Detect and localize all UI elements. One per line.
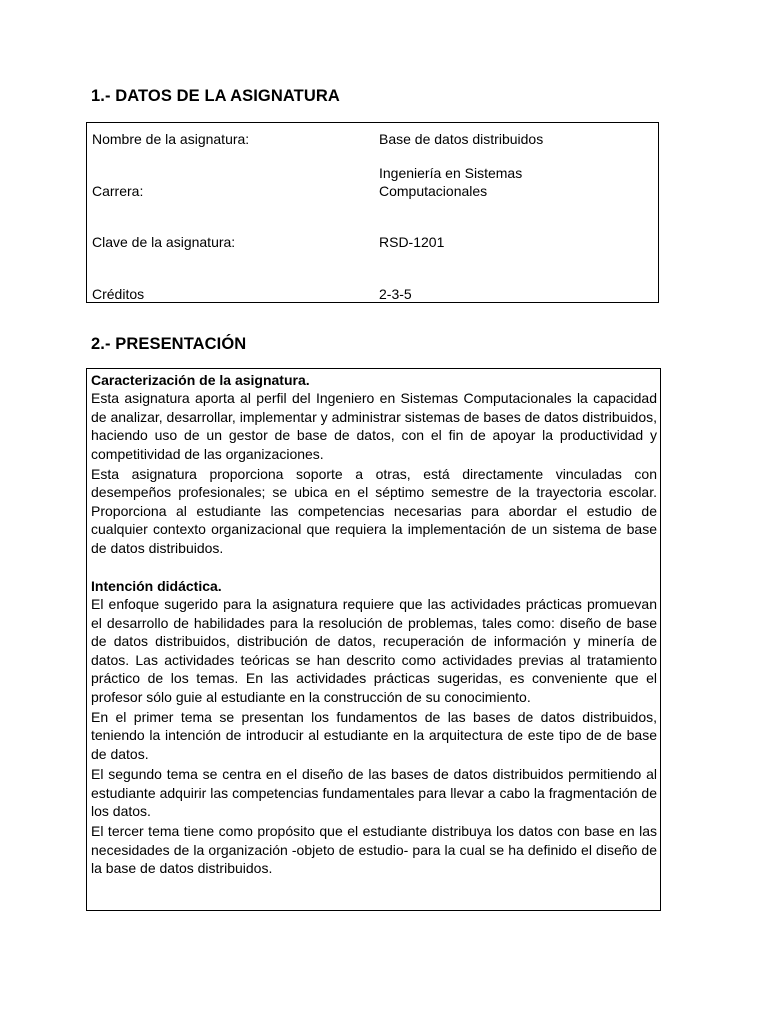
course-name-value: Base de datos distribuidos — [379, 131, 544, 147]
intencion-paragraph-3: El segundo tema se centra en el diseño de las bases de datos distribuidos permitiendo al estudiante adquirir las competencias fundamentales para llevar a cabo la fragmentación de los datos. — [91, 766, 657, 819]
career-value-line2: Computacionales — [379, 183, 488, 199]
intencion-paragraph-1: El enfoque sugerido para la asignatura requiere que las actividades prácticas promuevan el desarrollo de habilidades para la resolución de problemas, tales como: diseño de base de datos distribuidos, distribución de datos, recuperación de información y minería de datos. Las actividades teóricas se han descrito como actividades previas al tratamiento práctico de los temas. En las actividades prácticas sugeridas, es conveniente que el profesor sólo guie al estudiante en la construcción de su conocimiento. — [91, 596, 657, 705]
course-data-table — [86, 122, 659, 303]
section-title-datos-asignatura: 1.- DATOS DE LA ASIGNATURA — [91, 87, 340, 105]
course-code-label: Clave de la asignatura: — [92, 234, 236, 250]
intencion-paragraph-4: El tercer tema tiene como propósito que el estudiante distribuya los datos con base en las necesidades de la organización -objeto de estudio- para la cual se ha definido el diseño de la base de datos distribuidos. — [91, 823, 657, 877]
intencion-heading: Intención didáctica. — [91, 578, 222, 595]
caracterizacion-heading: Caracterización de la asignatura. — [91, 372, 310, 388]
presentation-box — [86, 368, 661, 911]
section-title-presentacion: 2.- PRESENTACIÓN — [91, 335, 247, 353]
caracterizacion-paragraph-2: Esta asignatura proporciona soporte a otras, está directamente vinculadas con desempeños profesionales; se ubica en el séptimo semestre de la trayectoria escolar. Proporciona al estudiante las competencias necesarias para abordar el estudio de cualquier contexto organizacional que requiera la implementación de un sistema de base de datos distribuidos. — [91, 466, 657, 556]
intencion-paragraph-2: En el primer tema se presentan los fundamentos de las bases de datos distribuidos, teniendo la intención de introducir al estudiante en la arquitectura de este tipo de de base de datos. — [91, 708, 657, 762]
paragraph-spacer — [91, 559, 657, 577]
caracterizacion-paragraph-1: Esta asignatura aporta al perfil del Ingeniero en Sistemas Computacionales la capacidad de analizar, desarrollar, implementar y administrar sistemas de bases de datos distribuidos, haciendo uso de un gestor de base de datos, con el fin de apoyar la productividad y competitividad de las organizaciones. — [91, 390, 657, 462]
credits-value: 2-3-5 — [379, 286, 412, 302]
course-code-value: RSD-1201 — [379, 234, 445, 250]
career-value-line1: Ingeniería en Sistemas — [379, 165, 523, 181]
career-label: Carrera: — [92, 183, 144, 199]
course-name-label: Nombre de la asignatura: — [92, 131, 250, 147]
credits-label: Créditos — [92, 286, 145, 302]
